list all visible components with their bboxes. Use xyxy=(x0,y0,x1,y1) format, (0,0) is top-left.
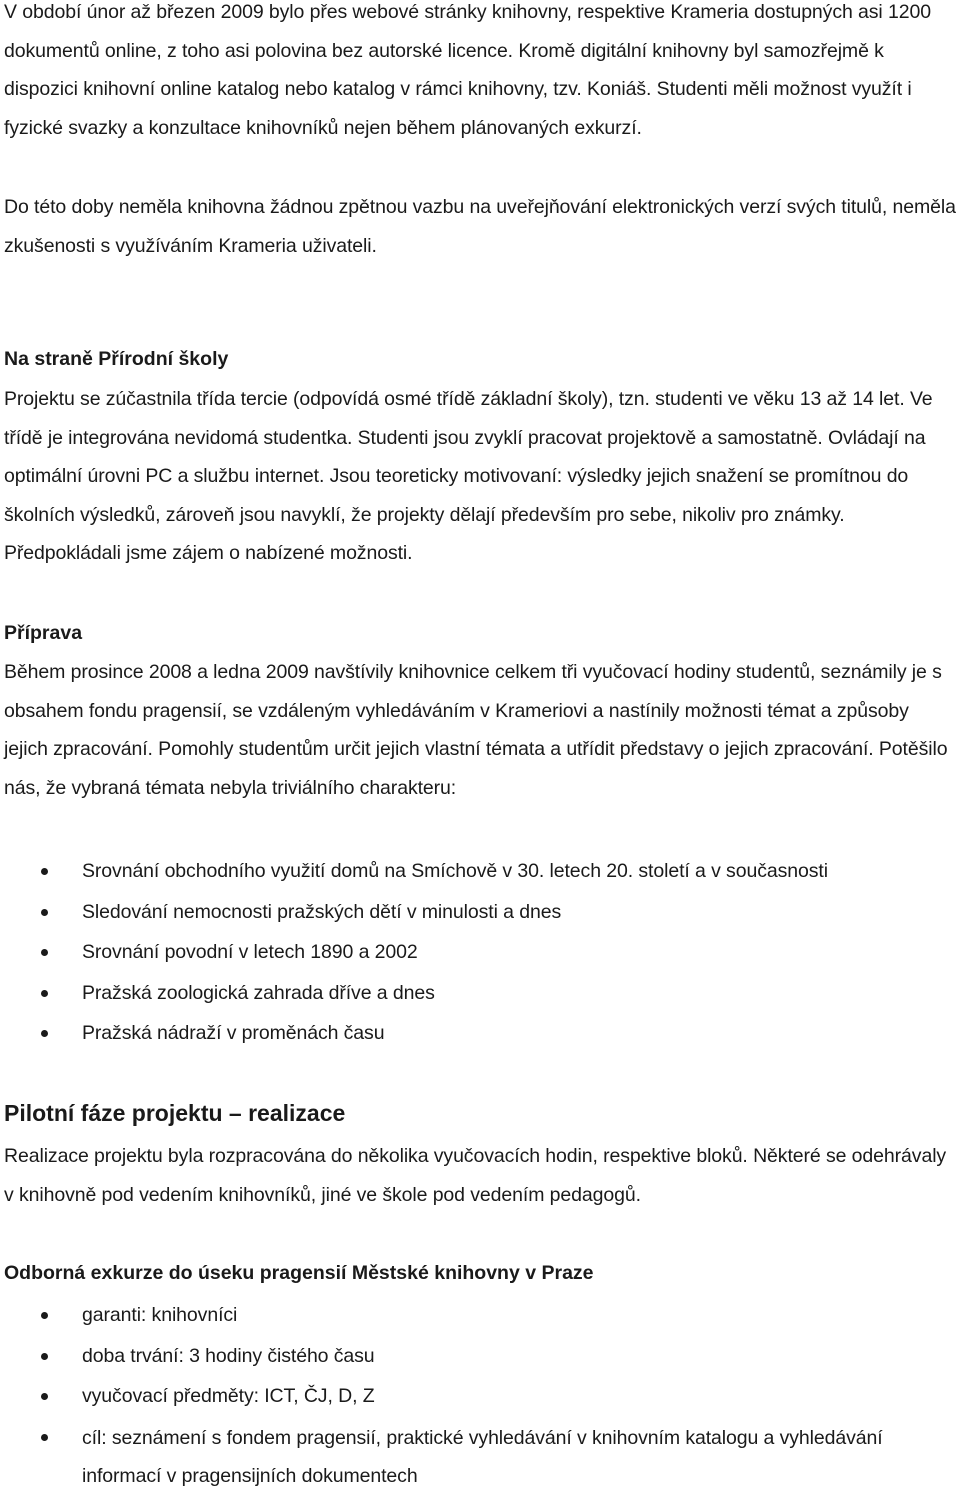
paragraph-library-access: V období únor až březen 2009 bylo přes webové stránky knihovny, respektive Krameria dostupných asi 1200 dokumentů online, z toho asi polovina bez autorské licence. Kromě digitální knihovny byl samozřejmě k dispozici knihovní online katalog nebo katalog v rámci knihovny, tzv. Koniáš. Studenti měli možnost využít i fyzické svazky a konzultace knihovníků nejen během plánovaných exkurzí. xyxy=(4,1,931,139)
list-item xyxy=(4,973,960,1014)
list-item xyxy=(4,932,960,973)
heading-excursion: Odborná exkurze do úseku pragensií Městské knihovny v Praze xyxy=(4,1262,594,1284)
topic-text: Pražská zoologická zahrada dříve a dnes xyxy=(82,981,435,1004)
excursion-text: vyučovací předměty: ICT, ČJ, D, Z xyxy=(82,1385,375,1407)
bullet-icon xyxy=(41,1434,48,1441)
bullet-icon xyxy=(41,1393,48,1400)
list-item xyxy=(4,851,960,892)
bullet-icon xyxy=(41,1030,48,1037)
paragraph-preparation: Během prosince 2008 a ledna 2009 navštívily knihovnice celkem tři vyučovací hodiny studentů, seznámily je s obsahem fondu pragensií, se vzdáleným vyhledáváním v Krameriovi a nastínily možnosti témat a způsoby jejich zpracování. Pomohly studentům určit jejich vlastní témata a utřídit představy o jejich zpracování. Potěšilo nás, že vybraná témata nebyla triviálního charakteru: xyxy=(4,661,948,799)
topic-list xyxy=(4,851,960,1054)
topic-text: Srovnání povodní v letech 1890 a 2002 xyxy=(82,941,418,963)
list-item xyxy=(4,1295,960,1336)
list-item xyxy=(4,1013,960,1054)
bullet-icon xyxy=(41,1353,48,1360)
paragraph-class-description: Projektu se zúčastnila třída tercie (odpovídá osmé třídě základní školy), tzn. studenti ve věku 13 až 14 let. Ve třídě je integrována nevidomá studentka. Studenti jsou zvyklí pracovat projektově a samostatně. Ovládají na optimální úrovni PC a službu internet. Jsou teoreticky motivovaní: výsledky jejich snažení se promítnou do školních výsledků, zároveň jsou navyklí, že projekty dělají především pro sebe, nikoliv pro známky. Předpokládali jsme zájem o nabízené možnosti. xyxy=(4,388,933,564)
list-item xyxy=(4,1376,960,1417)
excursion-text: garanti: knihovníci xyxy=(82,1304,238,1326)
list-item xyxy=(4,1336,960,1377)
bullet-icon xyxy=(41,909,48,916)
excursion-list xyxy=(4,1295,960,1495)
bullet-icon xyxy=(41,1312,48,1319)
list-item xyxy=(4,892,960,933)
excursion-text: doba trvání: 3 hodiny čistého času xyxy=(82,1344,375,1367)
list-item xyxy=(4,1417,960,1495)
heading-school-side: Na straně Přírodní školy xyxy=(4,348,229,370)
paragraph-realization: Realizace projektu byla rozpracována do několika vyučovacích hodin, respektive bloků. Některé se odehrávaly v knihovně pod vedením knihovníků, jiné ve škole pod vedením pedagogů. xyxy=(4,1145,947,1206)
topic-text: Sledování nemocnosti pražských dětí v minulosti a dnes xyxy=(82,900,562,923)
excursion-text: cíl: seznámení s fondem pragensií, praktické vyhledávání v knihovním katalogu a vyhledávání informací v pragensijních dokumentech xyxy=(82,1426,883,1487)
heading-pilot-phase: Pilotní fáze projektu – realizace xyxy=(4,1100,346,1126)
paragraph-feedback: Do této doby neměla knihovna žádnou zpětnou vazbu na uveřejňování elektronických verzí svých titulů, neměla zkušenosti s využíváním Krameria uživateli. xyxy=(4,196,956,257)
heading-preparation: Příprava xyxy=(4,622,83,644)
topic-text: Srovnání obchodního využití domů na Smíchově v 30. letech 20. století a v současnosti xyxy=(82,860,828,882)
bullet-icon xyxy=(41,949,48,956)
bullet-icon xyxy=(41,868,48,875)
bullet-icon xyxy=(41,990,48,997)
topic-text: Pražská nádraží v proměnách času xyxy=(82,1022,385,1044)
